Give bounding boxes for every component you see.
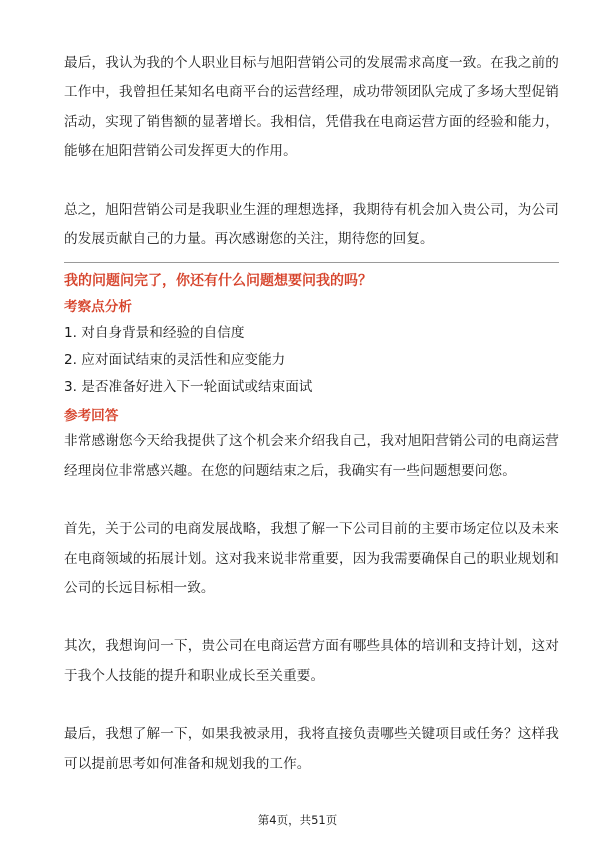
reference-paragraph-2: 首先，关于公司的电商发展战略，我想了解一下公司目前的主要市场定位以及未来在电商领域的拓展计划。这对我来说非常重要，因为我需要确保自己的职业规划和公司的长远目标相一致。 [64,521,559,597]
paragraph-spacer [64,603,559,632]
reference-paragraph-1: 非常感谢您今天给我提供了这个机会来介绍我自己，我对旭阳营销公司的电商运营经理岗位非常感兴趣。在您的问题结束之后，我确实有一些问题想要问您。 [64,433,559,479]
intro-paragraph-1: 最后，我认为我的个人职业目标与旭阳营销公司的发展需求高度一致。在我之前的工作中，我曾担任某知名电商平台的运营经理，成功带领团队完成了多场大型促销活动，实现了销售额的显著增长。我相信，凭借我在电商运营方面的经验和能力，能够在旭阳营销公司发挥更大的作用。 [64,55,559,160]
analysis-point: 3. 是否准备好进入下一轮面试或结束面试 [64,379,313,396]
analysis-points-list [64,320,559,401]
analysis-heading: 考察点分析 [64,299,132,316]
intro-paragraph-2: 总之，旭阳营销公司是我职业生涯的理想选择，我期待有机会加入贵公司，为公司的发展贡献自己的力量。再次感谢您的关注，期待您的回复。 [64,201,559,248]
reference-paragraph-4: 最后，我想了解一下，如果我被录用，我将直接负责哪些关键项目或任务？这样我可以提前思考如何准备和规划我的工作。 [64,726,559,772]
analysis-point: 2. 应对面试结束的灵活性和应变能力 [64,352,286,369]
reference-heading: 参考回答 [64,408,119,425]
page-content [64,49,559,779]
analysis-point: 1. 对自身背景和经验的自信度 [64,325,245,342]
reference-paragraph-3: 其次，我想询问一下，贵公司在电商运营方面有哪些具体的培训和支持计划，这对于我个人技能的提升和职业成长至关重要。 [64,638,559,684]
paragraph-spacer [64,691,559,720]
paragraph-spacer [64,167,559,196]
page-number-footer: 第4页，共51页 [257,813,338,827]
paragraph-spacer [64,486,559,515]
interview-question: 我的问题问完了，你还有什么问题想要问我的吗？ [64,273,372,290]
section-divider [64,262,559,263]
